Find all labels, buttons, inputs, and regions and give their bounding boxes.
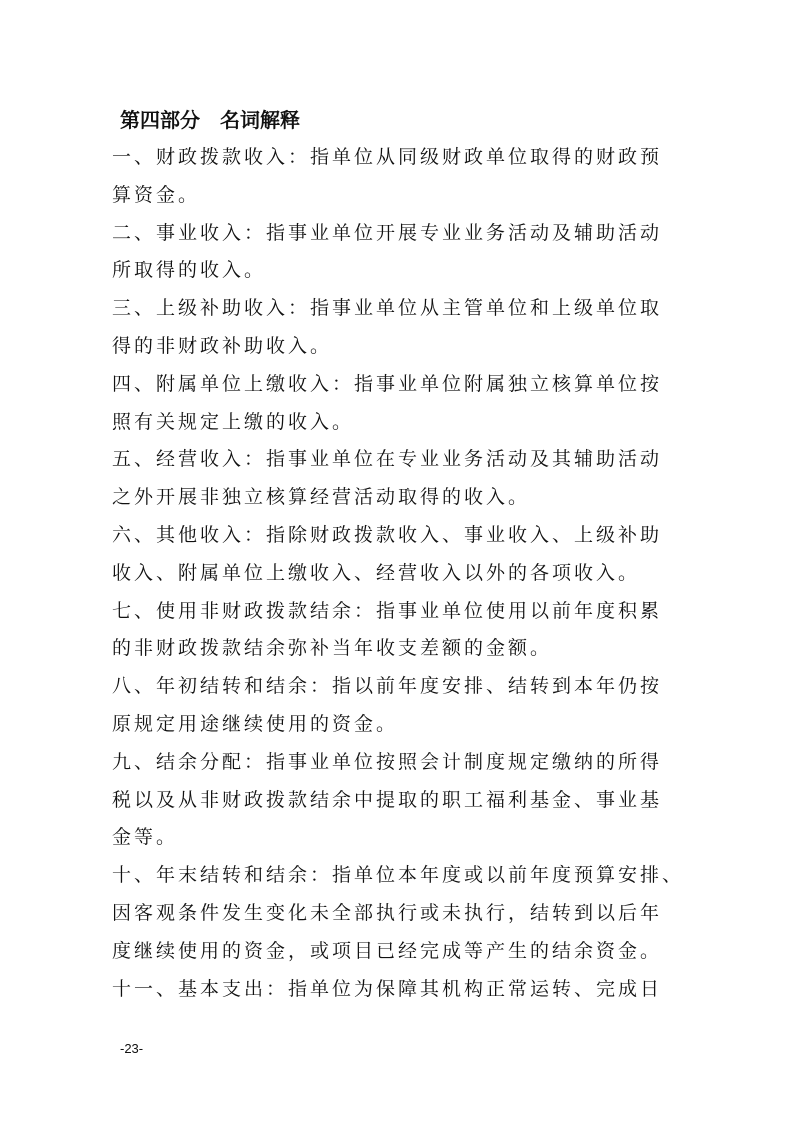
text-line: 十、年末结转和结余：指单位本年度或以前年度预算安排、 bbox=[112, 864, 685, 887]
text-line: 得的非财政补助收入。 bbox=[112, 334, 333, 357]
section-title: 第四部分 名词解释 bbox=[120, 108, 300, 132]
text-line: 因客观条件发生变化未全部执行或未执行，结转到以后年 bbox=[112, 901, 663, 924]
text-line: 一、财政拨款收入：指单位从同级财政单位取得的财政预 bbox=[112, 146, 663, 168]
text-line: 所取得的收入。 bbox=[112, 259, 267, 282]
text-line: 八、年初结转和结余：指以前年度安排、结转到本年仍按 bbox=[112, 675, 663, 698]
text-line: 税以及从非财政拨款结余中提取的职工福利基金、事业基 bbox=[112, 788, 663, 811]
text-line: 收入、附属单位上缴收入、经营收入以外的各项收入。 bbox=[112, 561, 641, 584]
definitions-text bbox=[112, 139, 685, 1008]
text-line: 度继续使用的资金，或项目已经完成等产生的结余资金。 bbox=[112, 939, 663, 962]
text-line: 算资金。 bbox=[112, 183, 201, 206]
text-line: 七、使用非财政拨款结余：指事业单位使用以前年度积累 bbox=[112, 599, 663, 622]
text-line: 二、事业收入：指事业单位开展专业业务活动及辅助活动 bbox=[112, 221, 663, 244]
text-line: 十一、基本支出：指单位为保障其机构正常运转、完成日 bbox=[112, 977, 663, 1000]
text-line: 四、附属单位上缴收入：指事业单位附属独立核算单位按 bbox=[112, 372, 663, 395]
text-line: 九、结余分配：指事业单位按照会计制度规定缴纳的所得 bbox=[112, 750, 663, 773]
text-line: 金等。 bbox=[112, 826, 179, 849]
text-line: 六、其他收入：指除财政拨款收入、事业收入、上级补助 bbox=[112, 523, 663, 546]
page-number: -23- bbox=[120, 1041, 144, 1056]
text-line: 之外开展非独立核算经营活动取得的收入。 bbox=[112, 486, 531, 509]
text-line: 原规定用途继续使用的资金。 bbox=[112, 712, 399, 735]
text-line: 的非财政拨款结余弥补当年收支差额的金额。 bbox=[112, 637, 553, 660]
text-line: 五、经营收入：指事业单位在专业业务活动及其辅助活动 bbox=[112, 448, 663, 471]
text-line: 三、上级补助收入：指事业单位从主管单位和上级单位取 bbox=[112, 297, 663, 320]
text-line: 照有关规定上缴的收入。 bbox=[112, 410, 355, 433]
